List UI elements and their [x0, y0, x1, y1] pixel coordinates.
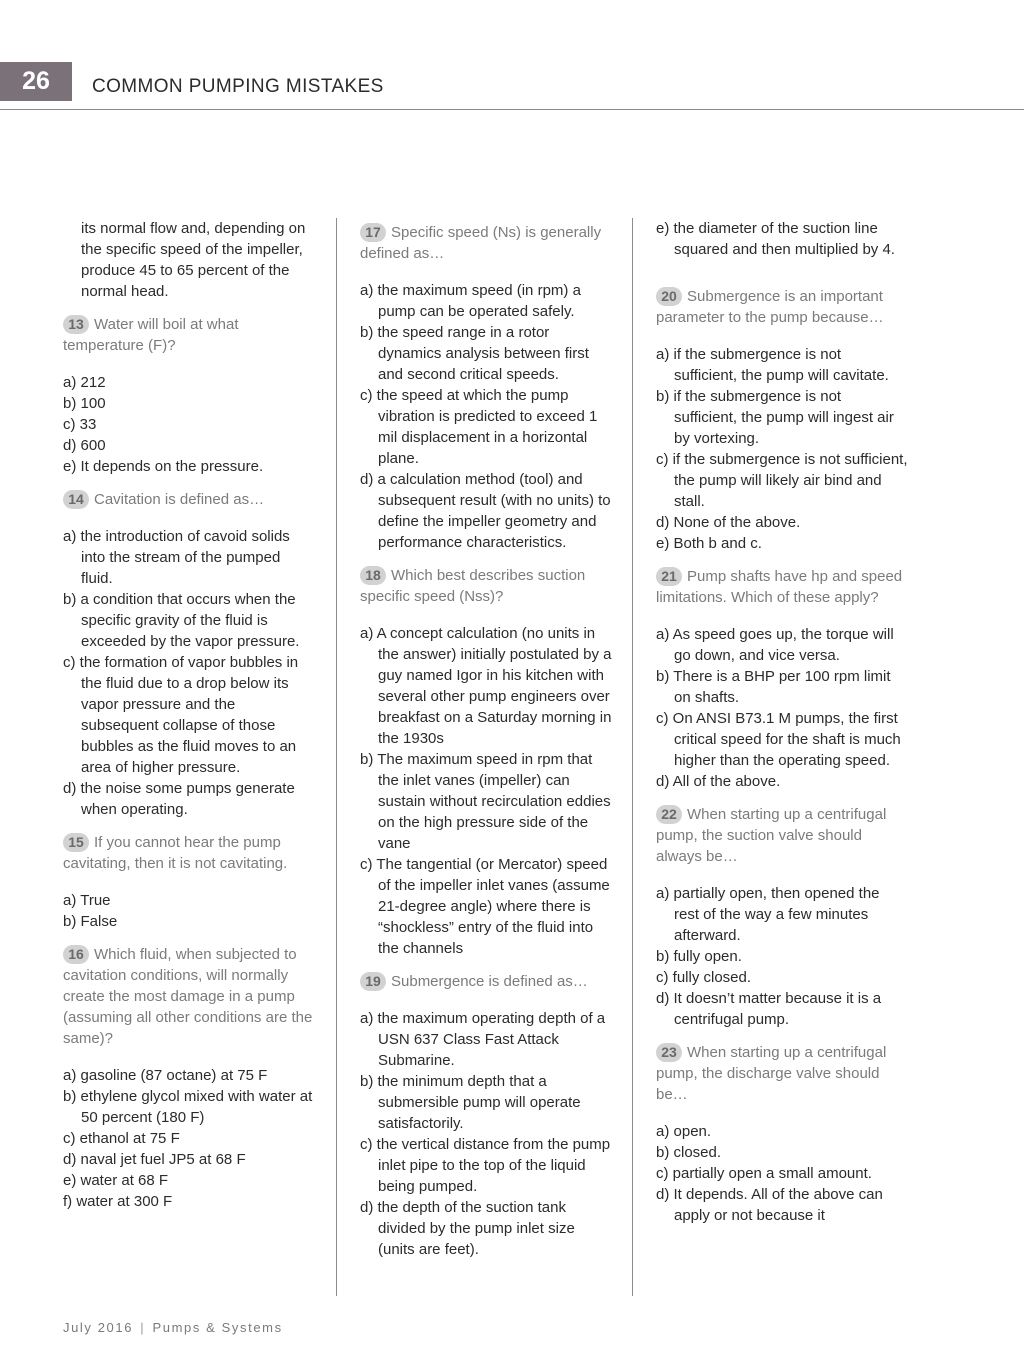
answer-option: a) the introduction of cavoid solids into the stream of the pumped fluid. — [63, 528, 290, 587]
answer-list-16 — [63, 1065, 315, 1212]
answer-option: c) the formation of vapor bubbles in the fluid due to a drop below its vapor pressure and the subsequent collapse of those bubbles as the fluid moves to an area of higher pressure. — [63, 654, 299, 776]
column-3 — [656, 218, 908, 1234]
answer-list-21 — [656, 624, 908, 792]
answer-option: a) True — [63, 892, 111, 909]
answer-option: b) if the submergence is not sufficient, the pump will ingest air by vortexing. — [656, 388, 894, 447]
answer-option: c) if the submergence is not sufficient, the pump will likely air bind and stall. — [656, 451, 908, 510]
answer-option: a) the maximum operating depth of a USN 637 Class Fast Attack Submarine. — [360, 1010, 606, 1069]
continued-answer-list — [656, 218, 908, 260]
question-number-badge: 16 — [63, 945, 89, 964]
answer-option: c) The tangential (or Mercator) speed of the impeller inlet vanes (assume 21-degree angle) where there is “shockless” entry of the fluid into the channels — [360, 856, 610, 957]
answer-option: e) water at 68 F — [63, 1172, 169, 1189]
answer-list-17 — [360, 280, 612, 553]
answer-option: c) the vertical distance from the pump inlet pipe to the top of the liquid being pumped. — [360, 1136, 611, 1195]
answer-option: c) fully closed. — [656, 969, 752, 986]
answer-option: d) All of the above. — [656, 773, 781, 790]
page-number: 26 — [0, 62, 72, 101]
question-15 — [63, 832, 315, 874]
question-text: Submergence is defined as… — [391, 973, 588, 990]
question-18 — [360, 565, 612, 607]
answer-option: d) naval jet fuel JP5 at 68 F — [63, 1151, 246, 1168]
answer-option: d) the depth of the suction tank divided by the pump inlet size (units are feet). — [360, 1199, 575, 1258]
answer-option: c) the speed at which the pump vibration is predicted to exceed 1 mil displacement in a horizontal plane. — [360, 387, 598, 467]
column-divider-2 — [632, 218, 633, 1296]
answer-list-14 — [63, 526, 315, 820]
answer-list-19 — [360, 1008, 612, 1260]
answer-option: a) As speed goes up, the torque will go down, and vice versa. — [656, 626, 894, 664]
question-text: Pump shafts have hp and speed limitations. Which of these apply? — [656, 568, 903, 606]
question-23 — [656, 1042, 908, 1105]
column-divider-1 — [336, 218, 337, 1296]
answer-option: d) a calculation method (tool) and subsequent result (with no units) to define the impeller geometry and performance characteristics. — [360, 471, 611, 551]
question-number-badge: 20 — [656, 287, 682, 306]
answer-list-15 — [63, 890, 315, 932]
answer-option: b) closed. — [656, 1144, 722, 1161]
question-text: Which fluid, when subjected to cavitation conditions, will normally create the most damage in a pump (assuming all other conditions are the same)? — [63, 946, 313, 1047]
answer-option: c) ethanol at 75 F — [63, 1130, 180, 1147]
answer-option: d) It doesn’t matter because it is a centrifugal pump. — [656, 990, 882, 1028]
question-19 — [360, 971, 612, 992]
answer-option: b) the speed range in a rotor dynamics analysis between first and second critical speeds. — [360, 324, 589, 383]
answer-option: c) On ANSI B73.1 M pumps, the first critical speed for the shaft is much higher than the operating speed. — [656, 710, 901, 769]
question-text: If you cannot hear the pump cavitating, then it is not cavitating. — [63, 834, 288, 872]
question-20 — [656, 286, 908, 328]
header-divider — [0, 109, 1024, 110]
question-text: Cavitation is defined as… — [94, 491, 265, 508]
question-number-badge: 17 — [360, 223, 386, 242]
answer-option: a) the maximum speed (in rpm) a pump can be operated safely. — [360, 282, 581, 320]
question-number-badge: 15 — [63, 833, 89, 852]
answer-option: b) fully open. — [656, 948, 742, 965]
question-13 — [63, 314, 315, 356]
question-22 — [656, 804, 908, 867]
question-16 — [63, 944, 315, 1049]
footer-separator: | — [140, 1320, 146, 1335]
answer-option: a) if the submergence is not sufficient, the pump will cavitate. — [656, 346, 889, 384]
answer-option: b) The maximum speed in rpm that the inlet vanes (impeller) can sustain without recirculation eddies on the high pressure side of the vane — [360, 751, 611, 852]
question-text: Submergence is an important parameter to the pump because… — [656, 288, 884, 326]
answer-list-22 — [656, 883, 908, 1030]
answer-option: c) 33 — [63, 416, 97, 433]
question-number-badge: 19 — [360, 972, 386, 991]
question-text: When starting up a centrifugal pump, the suction valve should always be… — [656, 806, 887, 865]
continued-text — [63, 218, 315, 302]
answer-option: b) the minimum depth that a submersible pump will operate satisfactorily. — [360, 1073, 581, 1132]
question-21 — [656, 566, 908, 608]
answer-option: b) ethylene glycol mixed with water at 50 percent (180 F) — [63, 1088, 313, 1126]
footer-date: July 2016 — [63, 1320, 134, 1335]
answer-list-20 — [656, 344, 908, 554]
page-footer — [63, 1320, 283, 1335]
question-text: Which best describes suction specific speed (Nss)? — [360, 567, 586, 605]
question-number-badge: 22 — [656, 805, 682, 824]
question-number-badge: 13 — [63, 315, 89, 334]
answer-option: e) It depends on the pressure. — [63, 458, 264, 475]
answer-list-13 — [63, 372, 315, 477]
answer-list-18 — [360, 623, 612, 959]
question-text: Water will boil at what temperature (F)? — [63, 316, 239, 354]
answer-option: a) partially open, then opened the rest of the way a few minutes afterward. — [656, 885, 880, 944]
answer-option: b) There is a BHP per 100 rpm limit on shafts. — [656, 668, 891, 706]
question-14 — [63, 489, 315, 510]
question-number-badge: 21 — [656, 567, 682, 586]
running-title: COMMON PUMPING MISTAKES — [92, 76, 384, 97]
answer-option: b) False — [63, 913, 118, 930]
answer-option: d) It depends. All of the above can apply or not because it — [656, 1186, 883, 1224]
question-text: Specific speed (Ns) is generally defined as… — [360, 224, 602, 262]
question-number-badge: 14 — [63, 490, 89, 509]
question-text: When starting up a centrifugal pump, the discharge valve should be… — [656, 1044, 887, 1103]
answer-option: b) 100 — [63, 395, 106, 412]
question-number-badge: 18 — [360, 566, 386, 585]
answer-option: d) None of the above. — [656, 514, 801, 531]
question-17 — [360, 222, 612, 264]
answer-option: a) A concept calculation (no units in the answer) initially postulated by a guy named Igor in his kitchen with several other pump engineers over breakfast on a Saturday morning in the 1930s — [360, 625, 612, 747]
answer-option: f) water at 300 F — [63, 1193, 173, 1210]
answer-option: c) partially open a small amount. — [656, 1165, 872, 1182]
column-1 — [63, 218, 315, 1220]
continued-paragraph: its normal flow and, depending on the specific speed of the impeller, produce 45 to 65 percent of the normal head. — [81, 220, 306, 300]
answer-option: b) a condition that occurs when the specific gravity of the fluid is exceeded by the vapor pressure. — [63, 591, 300, 650]
answer-option: a) open. — [656, 1123, 712, 1140]
answer-list-23 — [656, 1121, 908, 1226]
answer-option: d) the noise some pumps generate when operating. — [63, 780, 295, 818]
answer-option: a) gasoline (87 octane) at 75 F — [63, 1067, 268, 1084]
column-2 — [360, 218, 612, 1268]
question-number-badge: 23 — [656, 1043, 682, 1062]
answer-option: e) Both b and c. — [656, 535, 762, 552]
answer-option: d) 600 — [63, 437, 106, 454]
footer-publication: Pumps & Systems — [152, 1320, 283, 1335]
answer-option: e) the diameter of the suction line squared and then multiplied by 4. — [656, 220, 895, 258]
answer-option: a) 212 — [63, 374, 106, 391]
